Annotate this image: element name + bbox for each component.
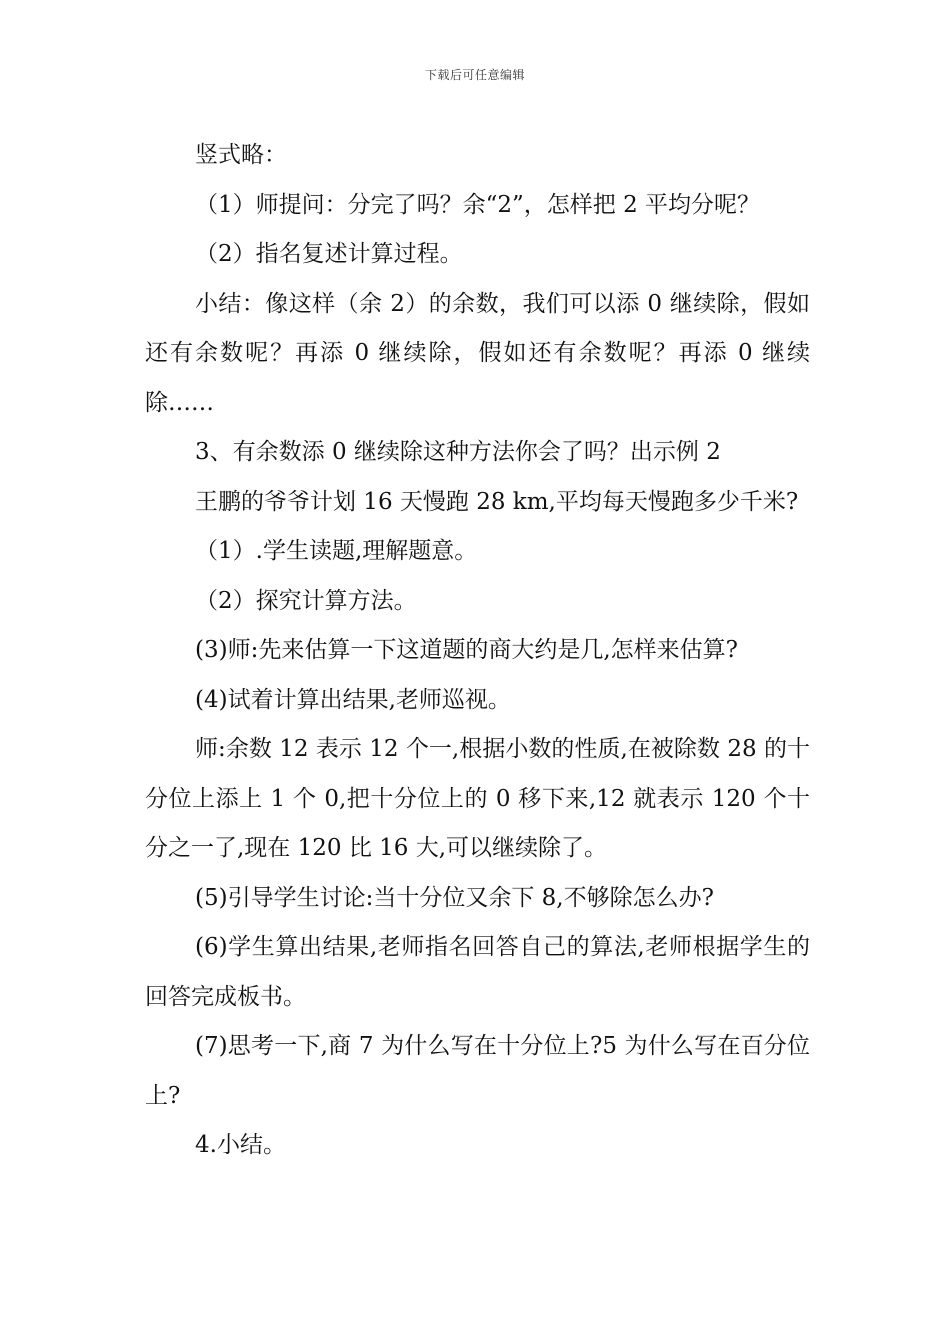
paragraph-discussion: (5)引导学生讨论:当十分位又余下 8,不够除怎么办? [195,884,714,911]
paragraph-example-2-problem: 王鹏的爷爷计划 16 天慢跑 28 km,平均每天慢跑多少千米? [195,488,799,515]
paragraph-read-problem: （1）.学生读题,理解题意。 [195,538,478,564]
paragraph-teacher-explanation: 师:余数 12 表示 12 个一,根据小数的性质,在被除数 28 的十分位上添上 1 个 0,把十分位上的 0 移下来,12 就表示 120 个十分之一了,现在 120 比 16 大,可以继续除了。 [145,736,810,861]
paragraph-step-2-retell: （2）指名复述计算过程。 [195,241,463,267]
document-body [145,131,810,1171]
paragraph-section-4-summary: 4.小结。 [195,1132,286,1158]
paragraph-board-writing: (6)学生算出结果,老师指名回答自己的算法,老师根据学生的回答完成板书。 [145,934,810,1010]
paragraph-vertical-form: 竖式略： [195,142,287,168]
paragraph-summary: 小结：像这样（余 2）的余数，我们可以添 0 继续除，假如还有余数呢？再添 0 继续除，假如还有余数呢？再添 0 继续除…… [145,290,810,416]
page-header: 下载后可任意编辑 [424,68,525,82]
paragraph-explore-method: （2）探究计算方法。 [195,587,417,614]
paragraph-estimate: (3)师:先来估算一下这道题的商大约是几,怎样来估算? [195,637,738,663]
paragraph-step-1-question: （1）师提问：分完了吗？余“2”，怎样把 2 平均分呢？ [195,191,761,218]
paragraph-section-3: 3、有余数添 0 继续除这种方法你会了吗？出示例 2 [195,439,721,465]
paragraph-think-question: (7)思考一下,商 7 为什么写在十分位上?5 为什么写在百分位上? [145,1033,810,1109]
paragraph-try-calculate: (4)试着计算出结果,老师巡视。 [195,686,511,713]
